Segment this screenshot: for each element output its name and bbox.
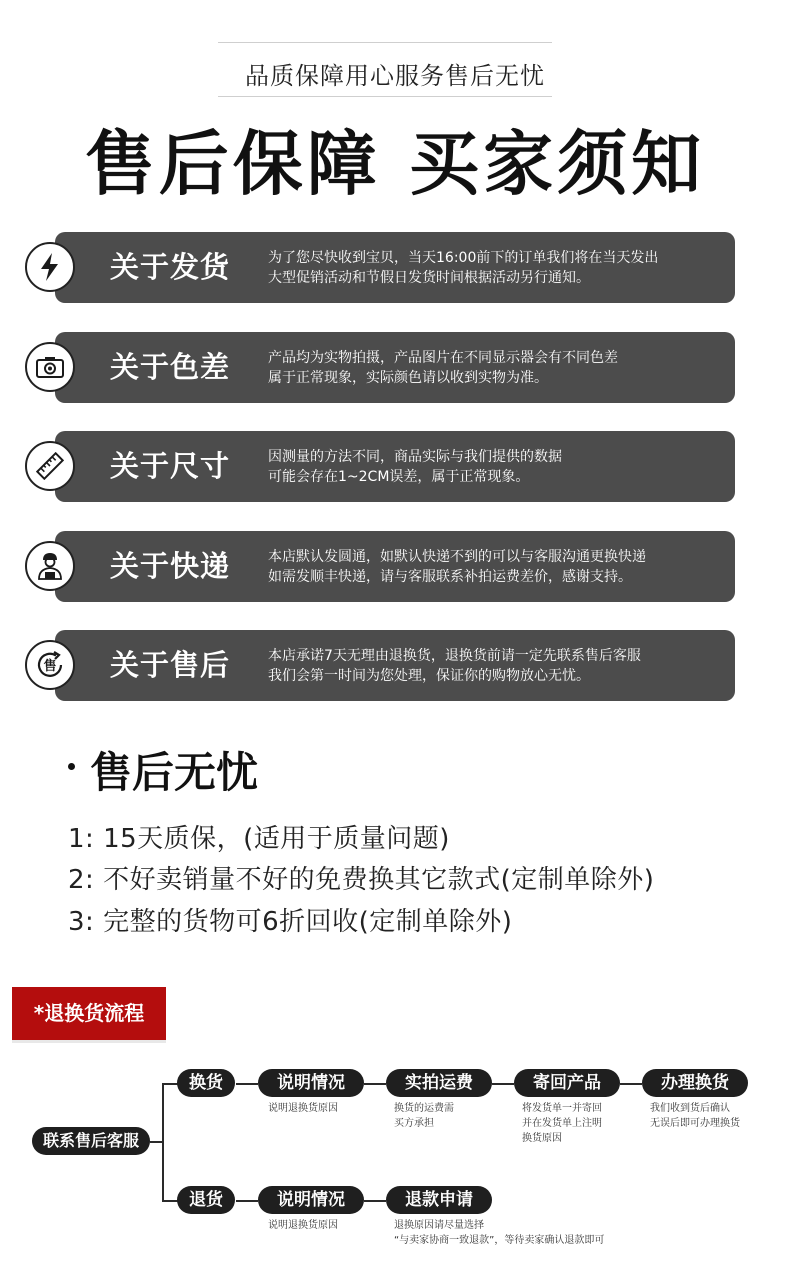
flow-connector (150, 1141, 163, 1143)
process-tag (12, 987, 166, 1040)
bullet-dot (68, 763, 75, 770)
notice-line: 可能会存在1~2CM误差，属于正常现象。 (268, 469, 530, 485)
flow-note: 退换原因请尽量选择 “与卖家协商一致退款”，等待卖家确认退款即可 (394, 1220, 605, 1246)
notice-line: 属于正常现象，实际颜色请以收到实物为准。 (268, 370, 548, 386)
notice-desc (268, 248, 658, 288)
notice-card-shipping (55, 232, 735, 303)
svg-text:售: 售 (43, 659, 57, 674)
notice-title: 关于色差 (110, 350, 231, 384)
delivery-person-icon (25, 541, 75, 591)
flow-exchange-label: 换货 (177, 1069, 235, 1097)
flow-exchange-step-2: 实拍运费 (386, 1069, 492, 1097)
notice-desc (268, 646, 641, 686)
flow-return-step-1: 说明情况 (258, 1186, 364, 1214)
flow-note: 我们收到货后确认 无误后即可办理换货 (650, 1103, 740, 1129)
flow-note: 说明退换货原因 (268, 1103, 338, 1114)
flow-exchange-step-3: 寄回产品 (514, 1069, 620, 1097)
flow-connector (236, 1200, 258, 1202)
page-subtitle: 品质保障用心服务售后无忧 (245, 62, 545, 90)
after-sale-icon (25, 640, 75, 690)
notice-line: 产品均为实物拍摄，产品图片在不同显示器会有不同色差 (268, 350, 618, 366)
process-tag-label: *退换货流程 (33, 1001, 145, 1025)
flow-connector (364, 1083, 386, 1085)
notice-desc (268, 447, 562, 487)
flow-note: 换货的运费需 买方承担 (394, 1103, 454, 1129)
flow-connector (620, 1083, 642, 1085)
notice-line: 本店默认发圆通，如默认快递不到的可以与客服沟通更换快递 (268, 549, 646, 565)
flow-return-step-2: 退款申请 (386, 1186, 492, 1214)
notice-line: 为了您尽快收到宝贝，当天16:00前下的订单我们将在当天发出 (268, 250, 659, 266)
flow-return-label: 退货 (177, 1186, 235, 1214)
rule-item: 3: 完整的货物可6折回收(定制单除外) (68, 907, 513, 937)
rule-item: 2: 不好卖销量不好的免费换其它款式(定制单除外) (68, 865, 655, 895)
lightning-icon (25, 242, 75, 292)
camera-icon (25, 342, 75, 392)
notice-card-express (55, 531, 735, 602)
notice-line: 本店承诺7天无理由退换货，退换货前请一定先联系售后客服 (268, 648, 641, 664)
page-title: 售后保障 买家须知 (84, 123, 706, 205)
flow-connector (492, 1083, 514, 1085)
ruler-icon (25, 441, 75, 491)
header-bottom-divider (218, 96, 552, 97)
notice-title: 关于尺寸 (110, 449, 231, 483)
flow-connector (162, 1200, 178, 1202)
notice-card-color (55, 332, 735, 403)
notice-card-aftersale (55, 630, 735, 701)
flow-start: 联系售后客服 (32, 1127, 150, 1155)
notice-title: 关于售后 (110, 648, 231, 682)
flow-note: 将发货单一并寄回 并在发货单上注明 换货原因 (522, 1103, 602, 1144)
flow-exchange-step-1: 说明情况 (258, 1069, 364, 1097)
notice-card-size (55, 431, 735, 502)
flow-connector (364, 1200, 386, 1202)
flow-exchange-step-4: 办理换货 (642, 1069, 748, 1097)
notice-title: 关于快递 (110, 549, 231, 583)
flow-connector (236, 1083, 258, 1085)
notice-line: 我们会第一时间为您处理，保证你的购物放心无忧。 (268, 668, 590, 684)
notice-title: 关于发货 (110, 250, 231, 284)
flow-note: 说明退换货原因 (268, 1220, 338, 1231)
notice-line: 因测量的方法不同，商品实际与我们提供的数据 (268, 449, 562, 465)
notice-line: 大型促销活动和节假日发货时间根据活动另行通知。 (268, 270, 590, 286)
rule-item: 1: 15天质保，(适用于质量问题) (68, 824, 450, 854)
section-title: 售后无忧 (90, 748, 259, 797)
notice-desc (268, 348, 618, 388)
notice-line: 如需发顺丰快递，请与客服联系补拍运费差价，感谢支持。 (268, 569, 632, 585)
flow-connector (162, 1083, 178, 1085)
process-tag-shadow (12, 1040, 166, 1043)
header-top-divider (218, 42, 552, 43)
notice-desc (268, 547, 646, 587)
